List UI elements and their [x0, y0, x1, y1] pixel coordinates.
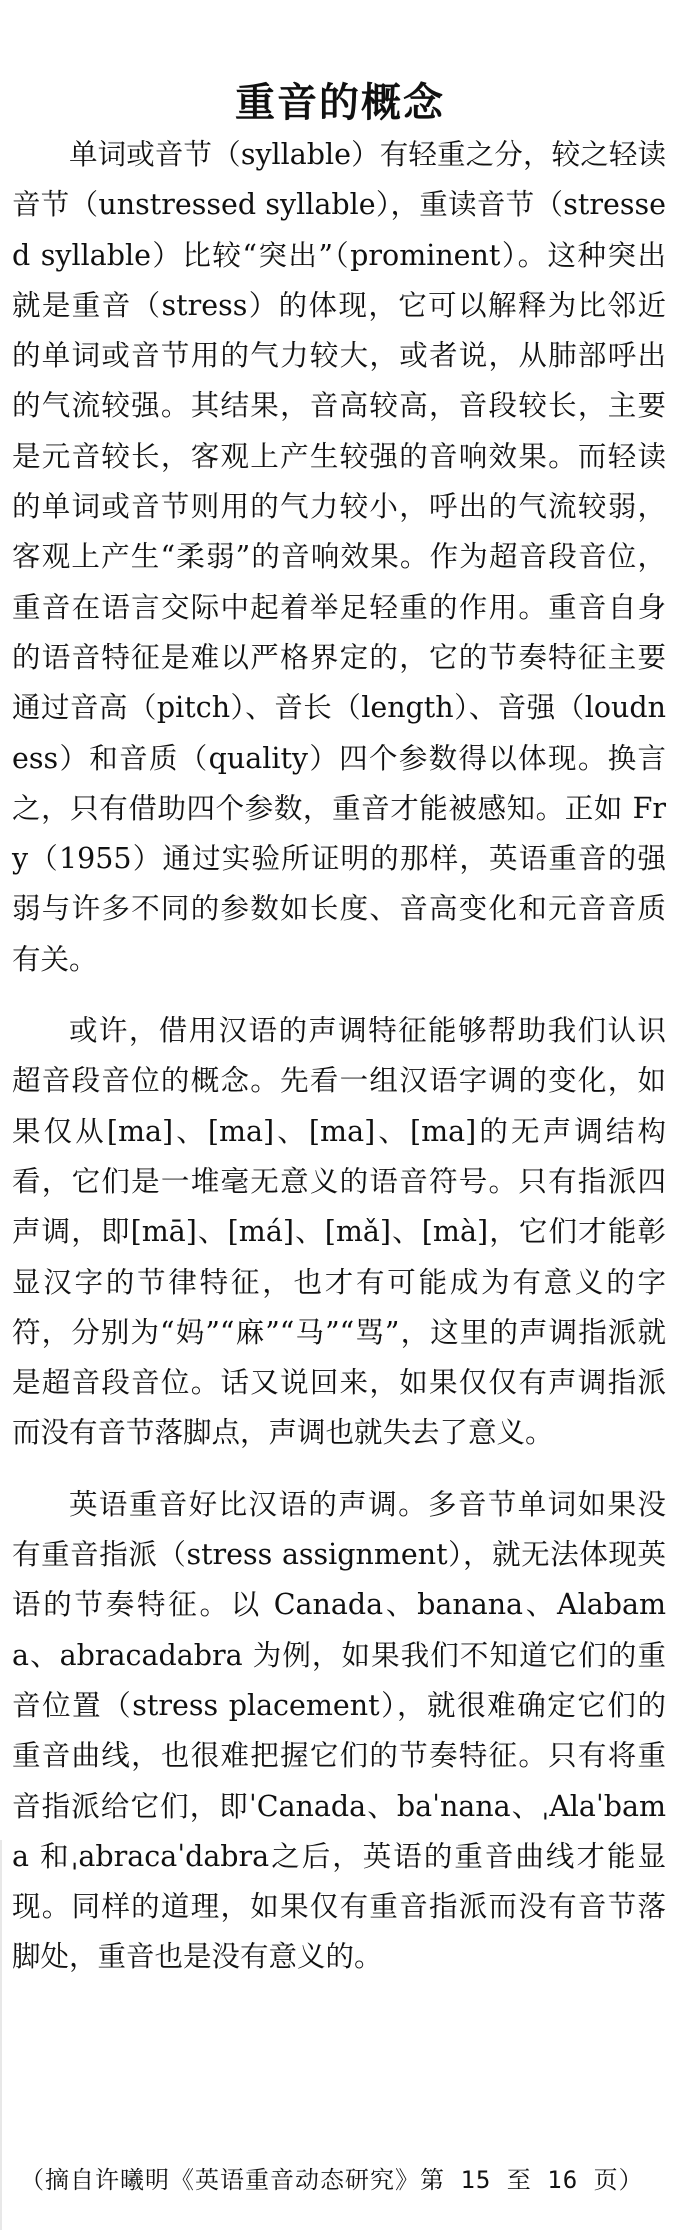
- page-title: 重音的概念: [235, 78, 445, 126]
- page-edge-divider: [0, 1840, 2, 2230]
- source-citation: （摘自许曦明《英语重音动态研究》第 15 至 16 页）: [20, 2166, 644, 2194]
- paragraph-3: 英语重音好比汉语的声调。多音节单词如果没有重音指派（stress assignment），就无法体现英语的节奏特征。以 Canada、banana、Alabama、abracadabra 为例，如果我们不知道它们的重音位置（stress placement），就很难确定它们的重音曲线，也很难把握它们的节奏特征。只有将重音指派给它们，即ˈCanada、baˈnana、ˌAlaˈbama 和ˌabracaˈdabra之后，英语的重音曲线才能显现。同样的道理，如果仅有重音指派而没有音节落脚处，重音也是没有意义的。: [12, 1487, 666, 1974]
- article-body: [12, 130, 666, 2004]
- paragraph-1: 单词或音节（syllable）有轻重之分，较之轻读音节（unstressed syllable），重读音节（stressed syllable）比较“突出”（prominent）。这种突出就是重音（stress）的体现，它可以解释为比邻近的单词或音节用的气力较大，或者说，从肺部呼出的气流较强。其结果，音高较高，音段较长，主要是元音较长，客观上产生较强的音响效果。而轻读的单词或音节则用的气力较小，呼出的气流较弱，客观上产生“柔弱”的音响效果。作为超音段音位，重音在语言交际中起着举足轻重的作用。重音自身的语音特征是难以严格界定的，它的节奏特征主要通过音高（pitch）、音长（length）、音强（loudness）和音质（quality）四个参数得以体现。换言之，只有借助四个参数，重音才能被感知。正如 Fry（1955）通过实验所证明的那样，英语重音的强弱与许多不同的参数如长度、音高变化和元音音质有关。: [12, 138, 666, 976]
- paragraph-2: 或许，借用汉语的声调特征能够帮助我们认识超音段音位的概念。先看一组汉语字调的变化，如果仅从[ma]、[ma]、[ma]、[ma]的无声调结构看，它们是一堆毫无意义的语音符号。只有指派四声调，即[mā]、[má]、[mǎ]、[mà]，它们才能彰显汉字的节律特征，也才有可能成为有意义的字符，分别为“妈”“麻”“马”“骂”，这里的声调指派就是超音段音位。话又说回来，如果仅仅有声调指派而没有音节落脚点，声调也就失去了意义。: [12, 1014, 666, 1450]
